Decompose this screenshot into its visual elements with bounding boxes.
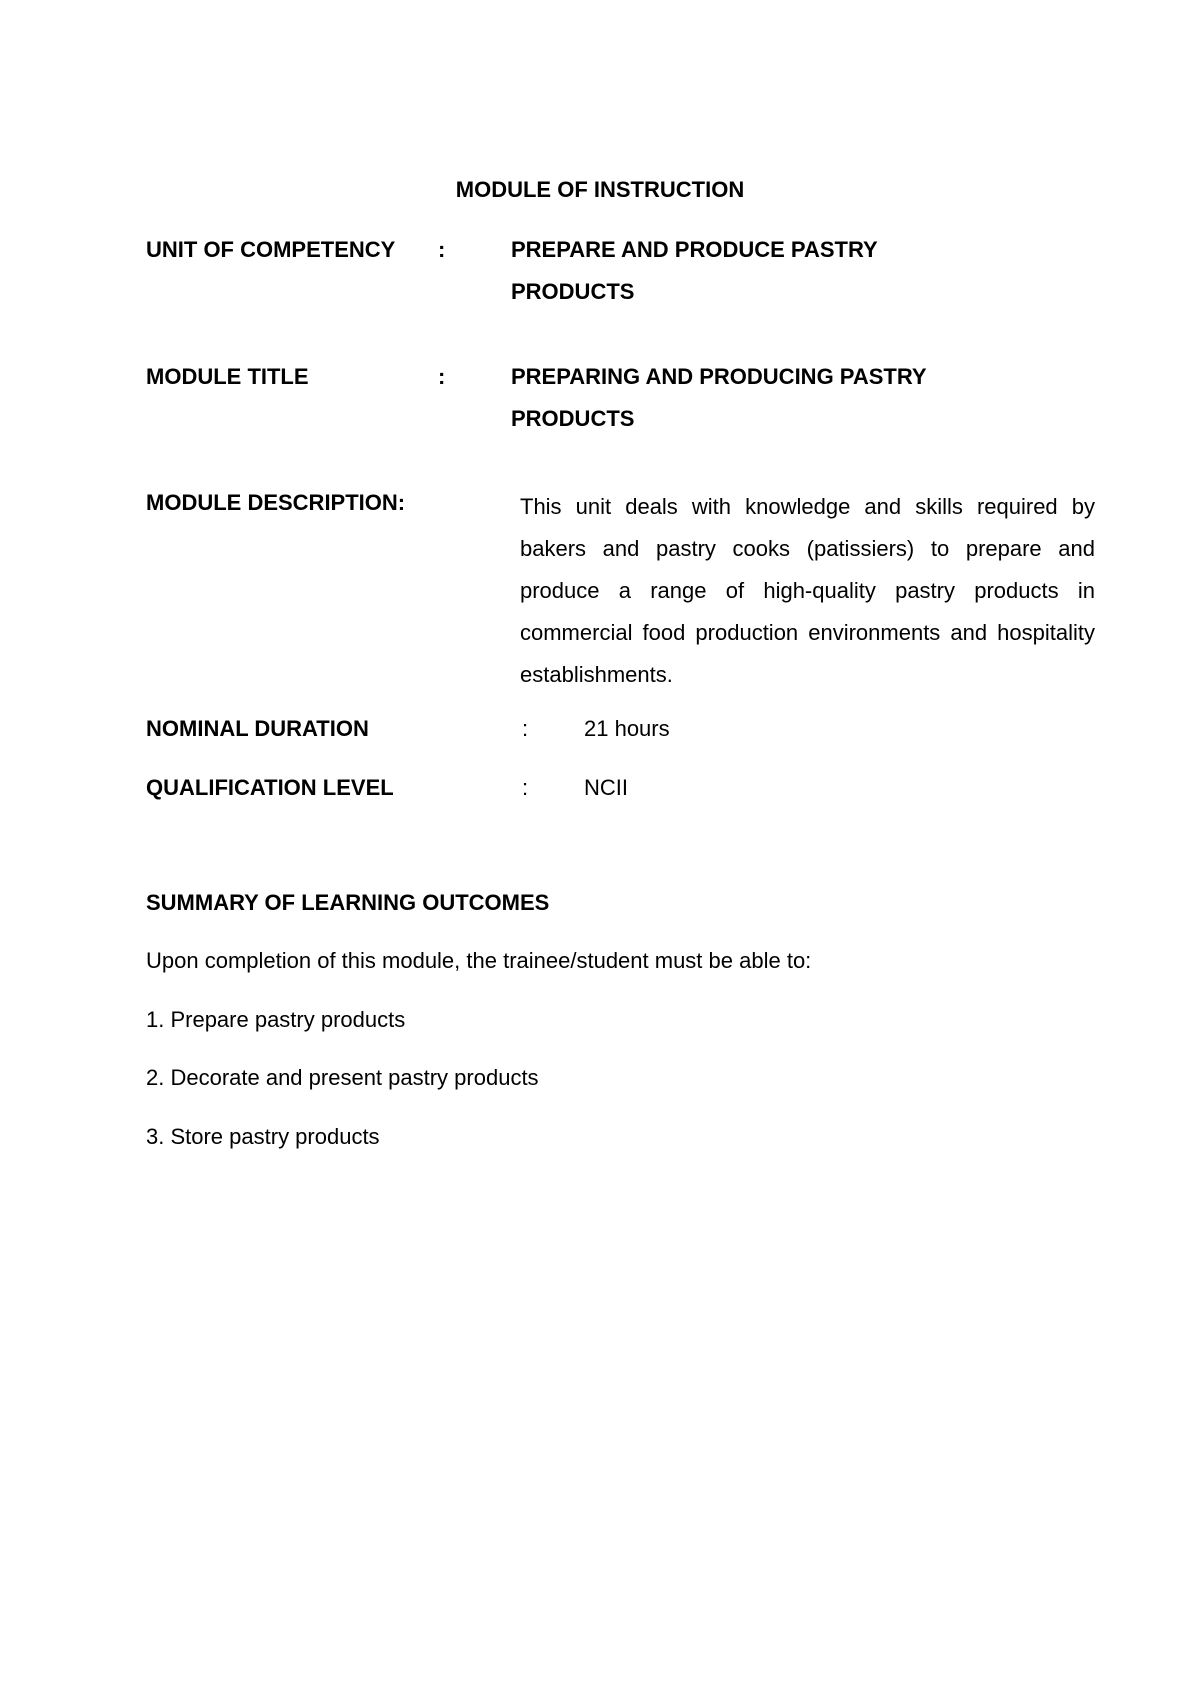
summary-intro: Upon completion of this module, the trainee/student must be able to: bbox=[146, 948, 812, 973]
nominal-duration-value: 21 hours bbox=[584, 716, 670, 741]
unit-of-competency-value-line1: PREPARE AND PRODUCE PASTRY bbox=[511, 237, 878, 262]
outcome-list-item: 3. Store pastry products bbox=[146, 1124, 380, 1149]
module-title-label: MODULE TITLE bbox=[146, 364, 309, 389]
summary-heading: SUMMARY OF LEARNING OUTCOMES bbox=[146, 890, 550, 915]
unit-of-competency-value-line2: PRODUCTS bbox=[511, 279, 635, 304]
outcome-list-item: 2. Decorate and present pastry products bbox=[146, 1065, 539, 1090]
nominal-duration-colon: : bbox=[522, 716, 529, 741]
qualification-level-label: QUALIFICATION LEVEL bbox=[146, 775, 394, 800]
qualification-level-value: NCII bbox=[584, 775, 628, 800]
document-title: MODULE OF INSTRUCTION bbox=[455, 177, 745, 202]
module-description-text: This unit deals with knowledge and skills required by bakers and pastry cooks (patissiers) to prepare and produce a range of high-quality pastry products in commercial food production environments and hospitality establishments. bbox=[520, 494, 1095, 687]
outcome-list-item: 1. Prepare pastry products bbox=[146, 1007, 406, 1032]
unit-of-competency-colon: : bbox=[438, 237, 446, 262]
unit-of-competency-label: UNIT OF COMPETENCY bbox=[146, 237, 396, 262]
qualification-level-colon: : bbox=[522, 775, 529, 800]
module-title-colon: : bbox=[438, 364, 446, 389]
module-title-value-line1: PREPARING AND PRODUCING PASTRY bbox=[511, 364, 927, 389]
nominal-duration-label: NOMINAL DURATION bbox=[146, 716, 369, 741]
module-description-label: MODULE DESCRIPTION: bbox=[146, 490, 406, 515]
module-title-value-line2: PRODUCTS bbox=[511, 406, 635, 431]
